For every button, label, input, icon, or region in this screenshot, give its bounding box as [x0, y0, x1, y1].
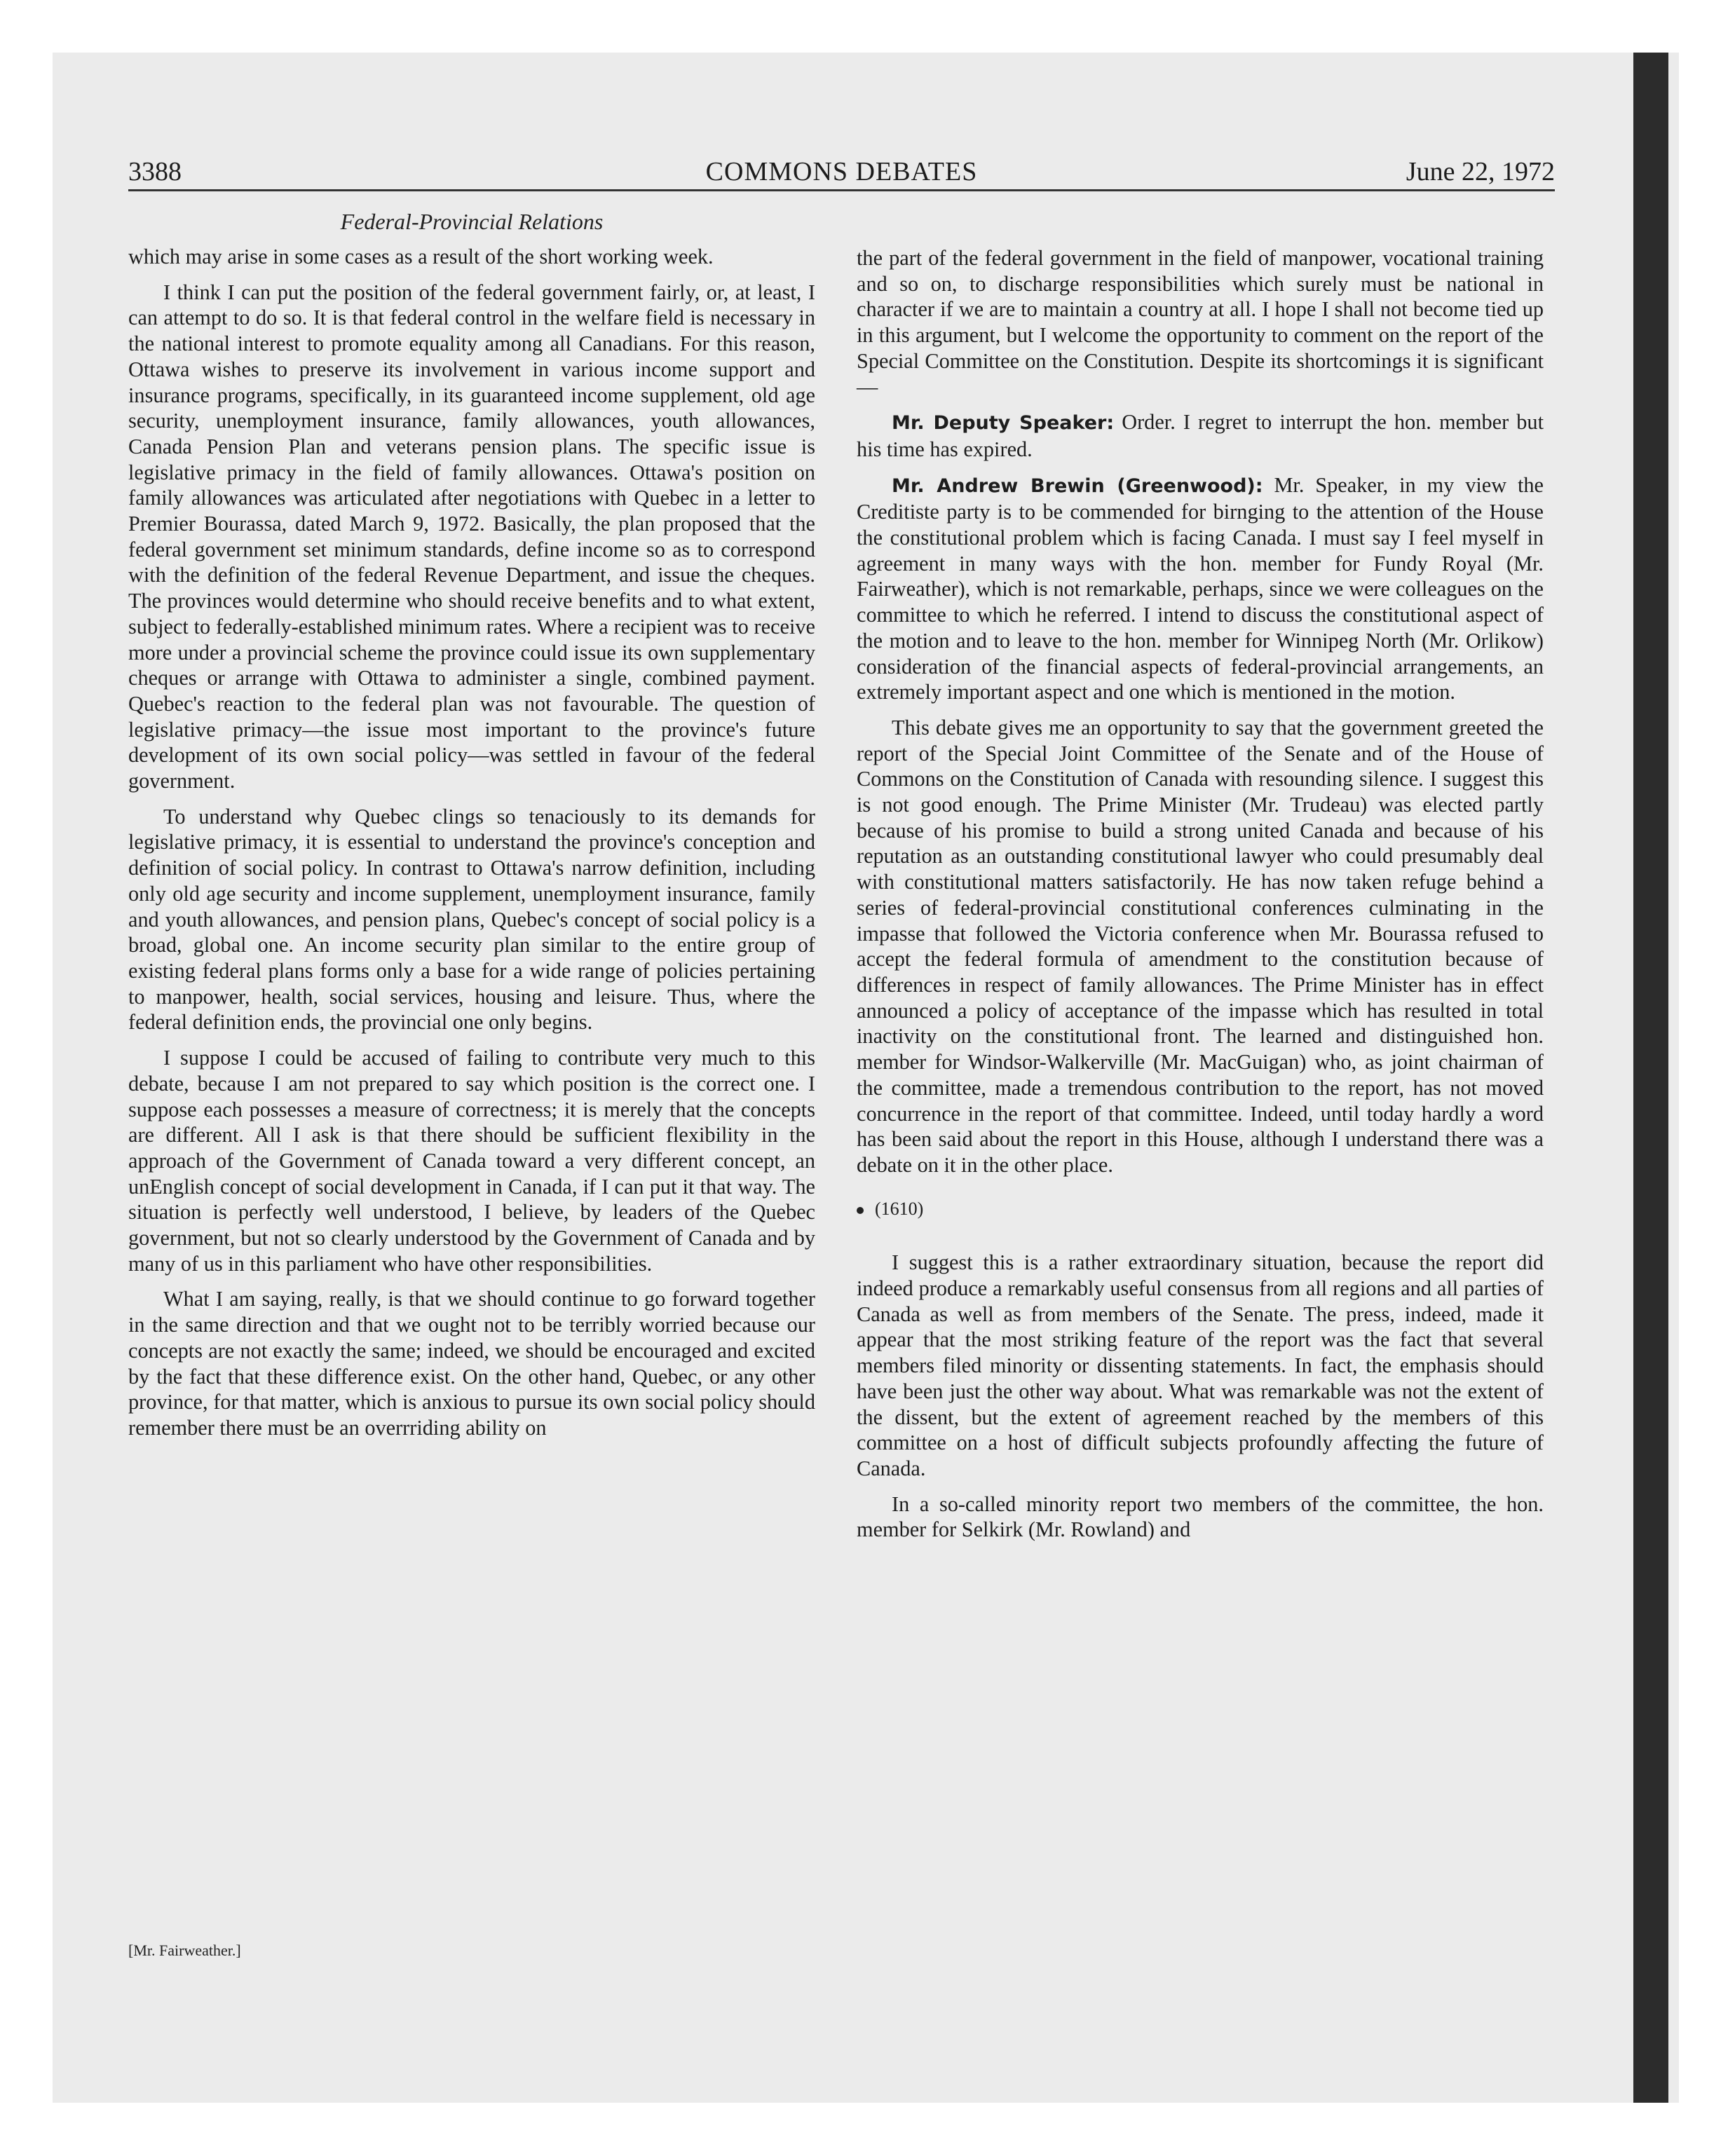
paragraph: which may arise in some cases as a result of the short working week.	[128, 245, 714, 268]
speech-paragraph	[857, 409, 1544, 462]
speech-paragraph	[857, 472, 1544, 705]
publication-date: June 22, 1972	[1406, 157, 1555, 186]
page-header	[128, 154, 1555, 191]
paragraph: I think I can put the position of the federal government fairly, or, at least, I can attempt to do so. It is that federal control in the welfare field is necessary in the national interest to promote equality among all Canadians. For this reason, Ottawa wishes to preserve its involvement in various income support and insurance programs, specifically, in its guaranteed income supplement, old age security, unemployment insurance, family allowances, youth allowances, Canada Pension Plan and veterans pension plans. The specific issue is legislative primacy in the field of family allowances. Ottawa's position on family allowances was articulated after negotiations with Quebec in a letter to Premier Bourassa, dated March 9, 1972. Basically, the plan proposed that the federal government set minimum standards, define income so as to correspond with the definition of the federal Revenue Department, and issue the cheques. The provinces would determine who should receive benefits and to what extent, subject to federally-established minimum rates. Where a recipient was to receive more under a provincial scheme the province could issue its own supplementary cheques or arrange with Ottawa to administer a single, combined payment. Quebec's reaction to the federal plan was not favourable. The question of legislative primacy—the issue most important to the province's future development of its own social policy—was settled in favour of the federal government.	[128, 280, 815, 793]
paragraph: To understand why Quebec clings so tenaciously to its demands for legislative primacy, it is essential to understand the province's conception and definition of social policy. In contrast to Ottawa's narrow definition, including only old age security and income supplement, unemployment insurance, family and youth allowances, and pension plans, Quebec's concept of social policy is a broad, global one. An income security plan similar to the entire group of existing federal plans forms only a base for a wide range of policies pertaining to manpower, health, social services, housing and leisure. Thus, where the federal definition ends, the provincial one only begins.	[128, 804, 815, 1035]
left-column	[128, 244, 815, 1451]
page-number: 3388	[128, 157, 182, 186]
speaker-name: Mr. Andrew Brewin (Greenwood):	[892, 475, 1263, 497]
speech-text: Order. I regret to interrupt the hon. member but his time has expired.	[857, 410, 1544, 461]
paragraph: I suggest this is a rather extraordinary situation, because the report did indeed produce a remarkably useful consensus from all regions and all parties of Canada as well as from members of the Senate. The press, indeed, made it appear that the most striking feature of the report was the fact that several members filed minority or dissenting statements. In fact, the emphasis should have been just the other way about. What was remarkable was not the extent of the dissent, but the extent of agreement reached by the members of this committee on a host of difficult subjects profoundly affecting the future of Canada.	[857, 1250, 1544, 1480]
bullet-icon	[857, 1207, 864, 1214]
paragraph: In a so-called minority report two members of the committee, the hon. member for Selkirk (Mr. Rowland) and	[857, 1492, 1544, 1542]
section-title: Federal-Provincial Relations	[340, 209, 604, 234]
publication-title: COMMONS DEBATES	[705, 157, 978, 186]
paragraph: What I am saying, really, is that we should continue to go forward together in the same direction and that we ought not to be terribly worried because our concepts are not exactly the same; indeed, we should be encouraged and excited by the fact that these difference exist. On the other hand, Quebec, or any other province, for that matter, which is anxious to pursue its own social policy should remember there must be an overrriding ability on	[128, 1287, 815, 1440]
speaker-name: Mr. Deputy Speaker:	[892, 412, 1115, 435]
speech-text: Mr. Speaker, in my view the Creditiste party is to be commended for birnging to the attention of the House the constitutional problem which is facing Canada. I must say I feel myself in agreement in many ways with the hon. member for Fundy Royal (Mr. Fairweather), which is not remarkable, perhaps, since we were colleagues on the committee to which he referred. I intend to discuss the constitutional aspect of the motion and to leave to the hon. member for Winnipeg North (Mr. Orlikow) consideration of the financial aspects of federal-provincial arrangements, an extremely important aspect and one which is mentioned in the motion.	[857, 472, 1544, 704]
paragraph: the part of the federal government in the field of manpower, vocational training and so on, to discharge responsibilities which surely must be national in character if we are to maintain a country at all. I hope I shall not become tied up in this argument, but I welcome the opportunity to comment on the report of the Special Committee on the Constitution. Despite its shortcomings it is significant—	[857, 246, 1544, 399]
paragraph: This debate gives me an opportunity to say that the government greeted the report of the Special Joint Committee of the Senate and of the House of Commons on the Constitution of Canada with resounding silence. I suggest this is not good enough. The Prime Minister (Mr. Trudeau) was elected partly because of his promise to build a strong united Canada and because of his reputation as an outstanding constitutional lawyer who could presumably deal with constitutional matters satisfactorily. He has now taken refuge behind a series of federal-provincial constitutional conferences culminating in the impasse that followed the Victoria conference when Mr. Bourassa refused to accept the federal formula of amendment to the constitution because of differences in respect of family allowances. The Prime Minister has in effect announced a policy of acceptance of the impasse which has resulted in total inactivity on the constitutional front. The learned and distinguished hon. member for Windsor-Walkerville (Mr. MacGuigan) who, as joint chairman of the committee, made a tremendous contribution to the report, has not moved concurrence in the report of that committee. Indeed, until today hardly a word has been said about the report in this House, although I understand there was a debate on it in the other place.	[857, 715, 1544, 1177]
timestamp-text: (1610)	[875, 1198, 924, 1219]
timestamp	[857, 1196, 1544, 1222]
right-column	[857, 245, 1544, 1553]
speaker-reference: [Mr. Fairweather.]	[128, 1942, 241, 1959]
paragraph: I suppose I could be accused of failing to contribute very much to this debate, because I am not prepared to say which position is the correct one. I suppose each possesses a measure of correctness; it is merely that the concepts are different. All I ask is that there should be sufficient flexibility in the approach of the Government of Canada toward a very different concept, an unEnglish concept of social development in Canada, if I can put it that way. The situation is perfectly well understood, I believe, by leaders of the Quebec government, but not so clearly understood by the Government of Canada and by many of us in this parliament who have other responsibilities.	[128, 1046, 815, 1276]
page-edge-shadow	[1633, 53, 1668, 2103]
